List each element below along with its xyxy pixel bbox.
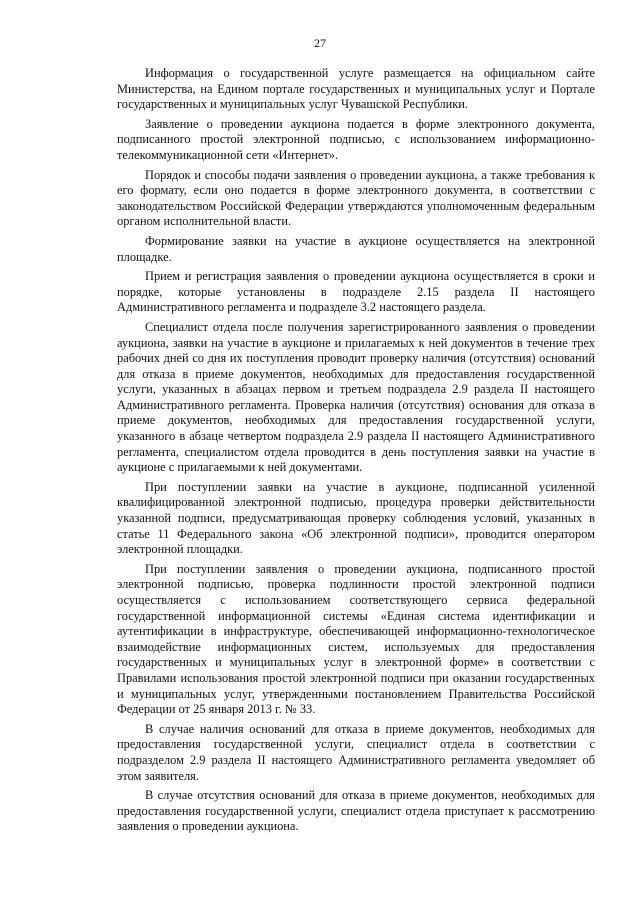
paragraph-5: Прием и регистрация заявления о проведении аукциона осуществляется в сроки и порядке, которые установлены в подразделе 2.15 раздела II настоящего Административного регламента и подразделе 3.2 настоящего раздела. (117, 269, 595, 315)
paragraph-9: В случае наличия оснований для отказа в приеме документов, необходимых для предоставления государственной услуги, специалист отдела в соответствии с подразделом 2.9 раздела II настоящего Административного регламента уведомляет об этом заявителя. (117, 721, 595, 783)
paragraph-10: В случае отсутствия оснований для отказа в приеме документов, необходимых для предоставления государственной услуги, специалист отдела приступает к рассмотрению заявления о проведении аукциона. (117, 788, 595, 834)
paragraph-6: Специалист отдела после получения зарегистрированного заявления о проведении аукциона, заявки на участие в аукционе и прилагаемых к ней документов в течение трех рабочих дней со дня их поступления проводит проверку наличия (отсутствия) оснований для отказа в приеме документов, необходимых для предоставления государственной услуги, указанных в абзацах первом и третьем подраздела 2.9 раздела II настоящего Административного регламента. Проверка наличия (отсутствия) основания для отказа в приеме документов, необходимых для предоставления государственной услуги, указанного в абзаце четвертом подраздела 2.9 раздела II настоящего Административного регламента, специалистом отдела проводится в день поступления заявки на участие в аукционе с прилагаемыми к ней документами. (117, 319, 595, 475)
paragraph-1: Информация о государственной услуге размещается на официальном сайте Министерства, на Едином портале государственных и муниципальных услуг и Портале государственных и муниципальных услуг Чувашской Республики. (117, 66, 595, 112)
paragraph-4: Формирование заявки на участие в аукционе осуществляется на электронной площадке. (117, 233, 595, 264)
paragraph-8: При поступлении заявления о проведении аукциона, подписанного простой электронной подписью, проверка подлинности простой электронной подписи осуществляется с использованием соответствующего сервиса федеральной государственной информационной системы «Единая система идентификации и аутентификации в инфраструктуре, обеспечивающей информационно-технологическое взаимодействие информационных систем, используемых для предоставления государственных и муниципальных услуг в электронной форме» в соответствии с Правилами использования простой электронной подписи при оказании государственных и муниципальных услуг, утвержденными постановлением Правительства Российской Федерации от 25 января 2013 г. № 33. (117, 561, 595, 717)
page-number: 27 (314, 36, 326, 50)
paragraph-7: При поступлении заявки на участие в аукционе, подписанной усиленной квалифицированной электронной подписью, процедура проверки действительности указанной подписи, предусматривающая проверку соблюдения условий, указанных в статье 11 Федерального закона «Об электронной подписи», проводится оператором электронной площадки. (117, 479, 595, 557)
document-body (117, 66, 595, 839)
paragraph-3: Порядок и способы подачи заявления о проведении аукциона, а также требования к его формату, если оно подается в форме электронного документа, в соответствии с законодательством Российской Федерации утверждаются уполномоченным федеральным органом исполнительной власти. (117, 167, 595, 229)
paragraph-2: Заявление о проведении аукциона подается в форме электронного документа, подписанного простой электронной подписью, с использованием информационно-телекоммуникационной сети «Интернет». (117, 116, 595, 162)
